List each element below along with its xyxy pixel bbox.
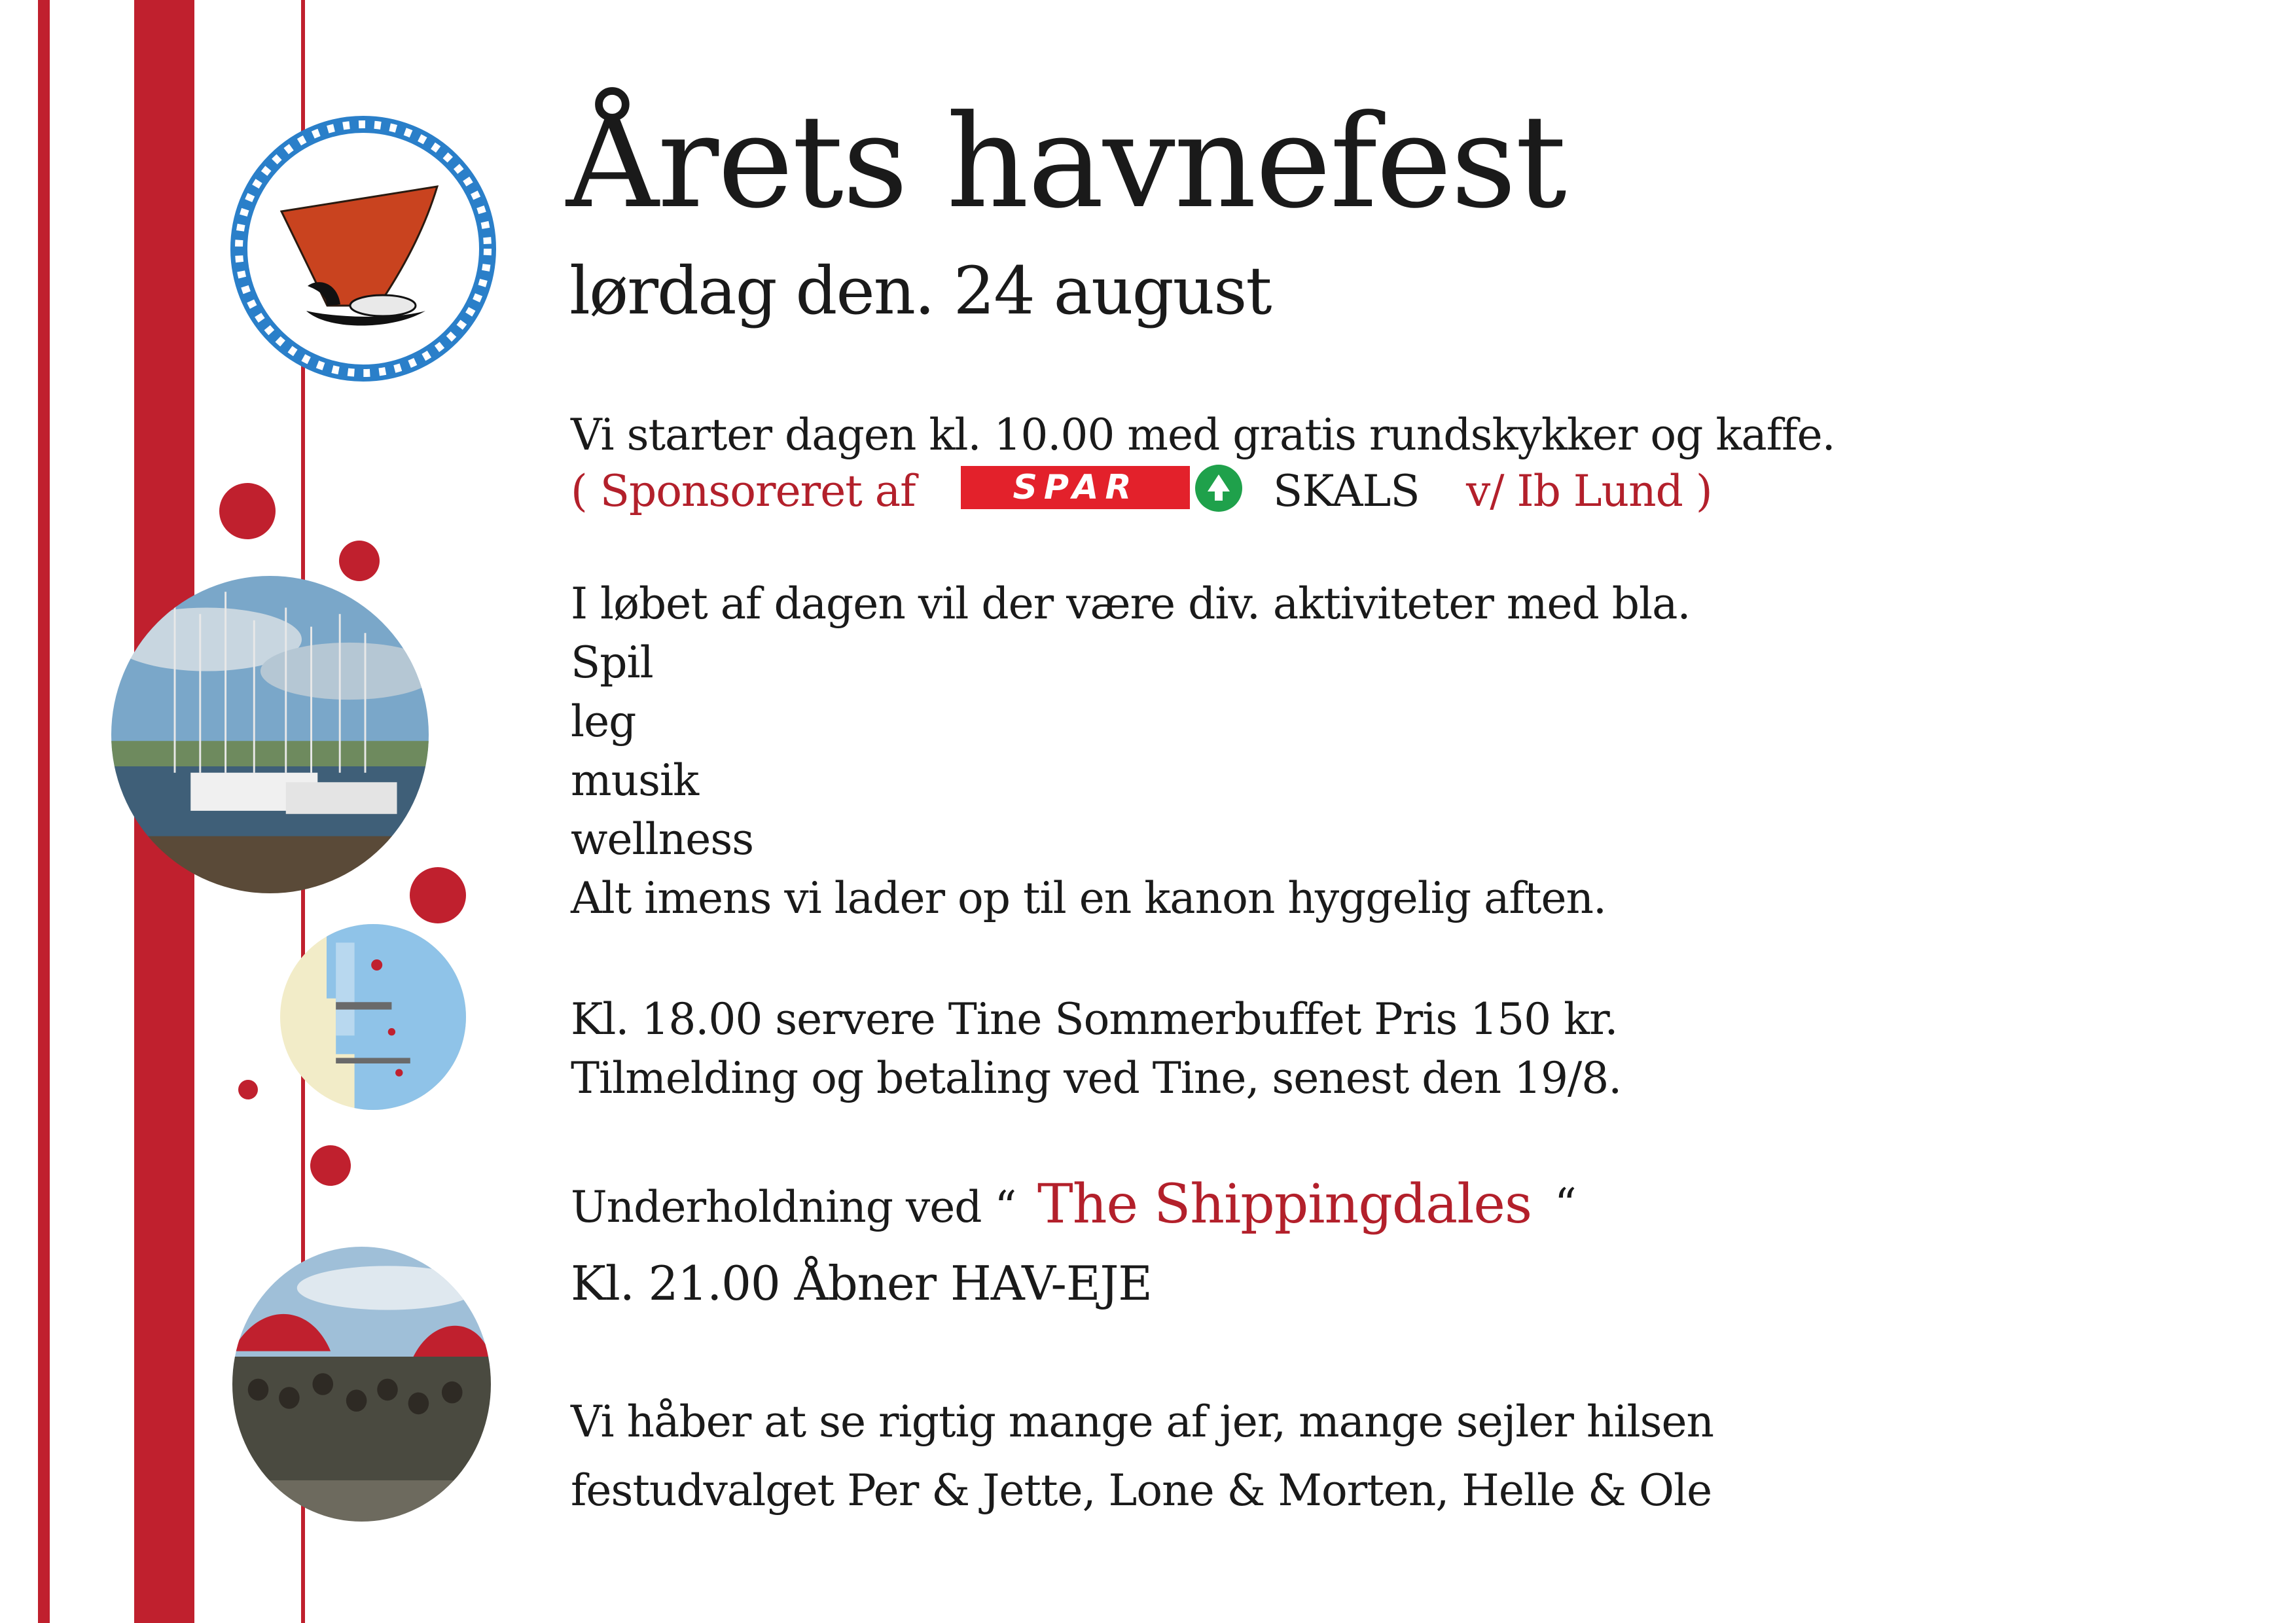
decor-dot xyxy=(339,541,380,581)
spar-tree-icon xyxy=(1195,465,1242,512)
left-thin-stripe xyxy=(38,0,50,1623)
spar-logo xyxy=(961,466,1190,509)
dinner-line: Kl. 18.00 servere Tine Sommerbuffet Pris 150 kr. xyxy=(571,994,1618,1044)
decor-dot xyxy=(310,1145,351,1186)
sponsor-store: SKALS xyxy=(1273,466,1420,516)
sailing-club-logo xyxy=(229,115,497,383)
sponsor-prefix: ( Sponsoreret af xyxy=(571,466,916,516)
bar-line: Kl. 21.00 Åbner HAV-EJE xyxy=(571,1256,1152,1311)
event-date: lørdag den. 24 august xyxy=(569,253,1271,329)
band-name: The Shippingdales xyxy=(1037,1173,1532,1236)
closing-line-1: Vi håber at se rigtig mange af jer, mange sejler hilsen xyxy=(571,1397,1714,1447)
entertainment-prefix: Underholdning ved “ xyxy=(571,1182,1016,1232)
intro-line: Vi starter dagen kl. 10.00 med gratis rundskykker og kaffe. xyxy=(571,410,1835,460)
entertainment-suffix: “ xyxy=(1554,1179,1576,1230)
festival-crowd-photo xyxy=(232,1247,491,1522)
activity-item: leg xyxy=(571,696,636,747)
closing-line-2: festudvalget Per & Jette, Lone & Morten, Helle & Ole xyxy=(571,1465,1712,1516)
decor-dot xyxy=(219,483,276,539)
spar-logo-text: SPAR xyxy=(1013,468,1138,507)
page-title: Årets havnefest xyxy=(566,88,1566,237)
decor-dot xyxy=(410,867,466,923)
activity-item: musik xyxy=(571,755,699,806)
signup-line: Tilmelding og betaling ved Tine, senest den 19/8. xyxy=(571,1053,1622,1103)
activities-outro: Alt imens vi lader op til en kanon hyggelig aften. xyxy=(571,873,1606,923)
activity-item: wellness xyxy=(571,814,754,865)
harbour-boats-photo xyxy=(111,576,429,893)
decor-dot xyxy=(238,1080,258,1099)
activities-intro: I løbet af dagen vil der være div. aktiviteter med bla. xyxy=(571,579,1691,629)
activity-item: Spil xyxy=(571,637,653,688)
harbour-map-image xyxy=(280,924,466,1110)
sponsor-owner: v/ Ib Lund ) xyxy=(1466,466,1712,516)
